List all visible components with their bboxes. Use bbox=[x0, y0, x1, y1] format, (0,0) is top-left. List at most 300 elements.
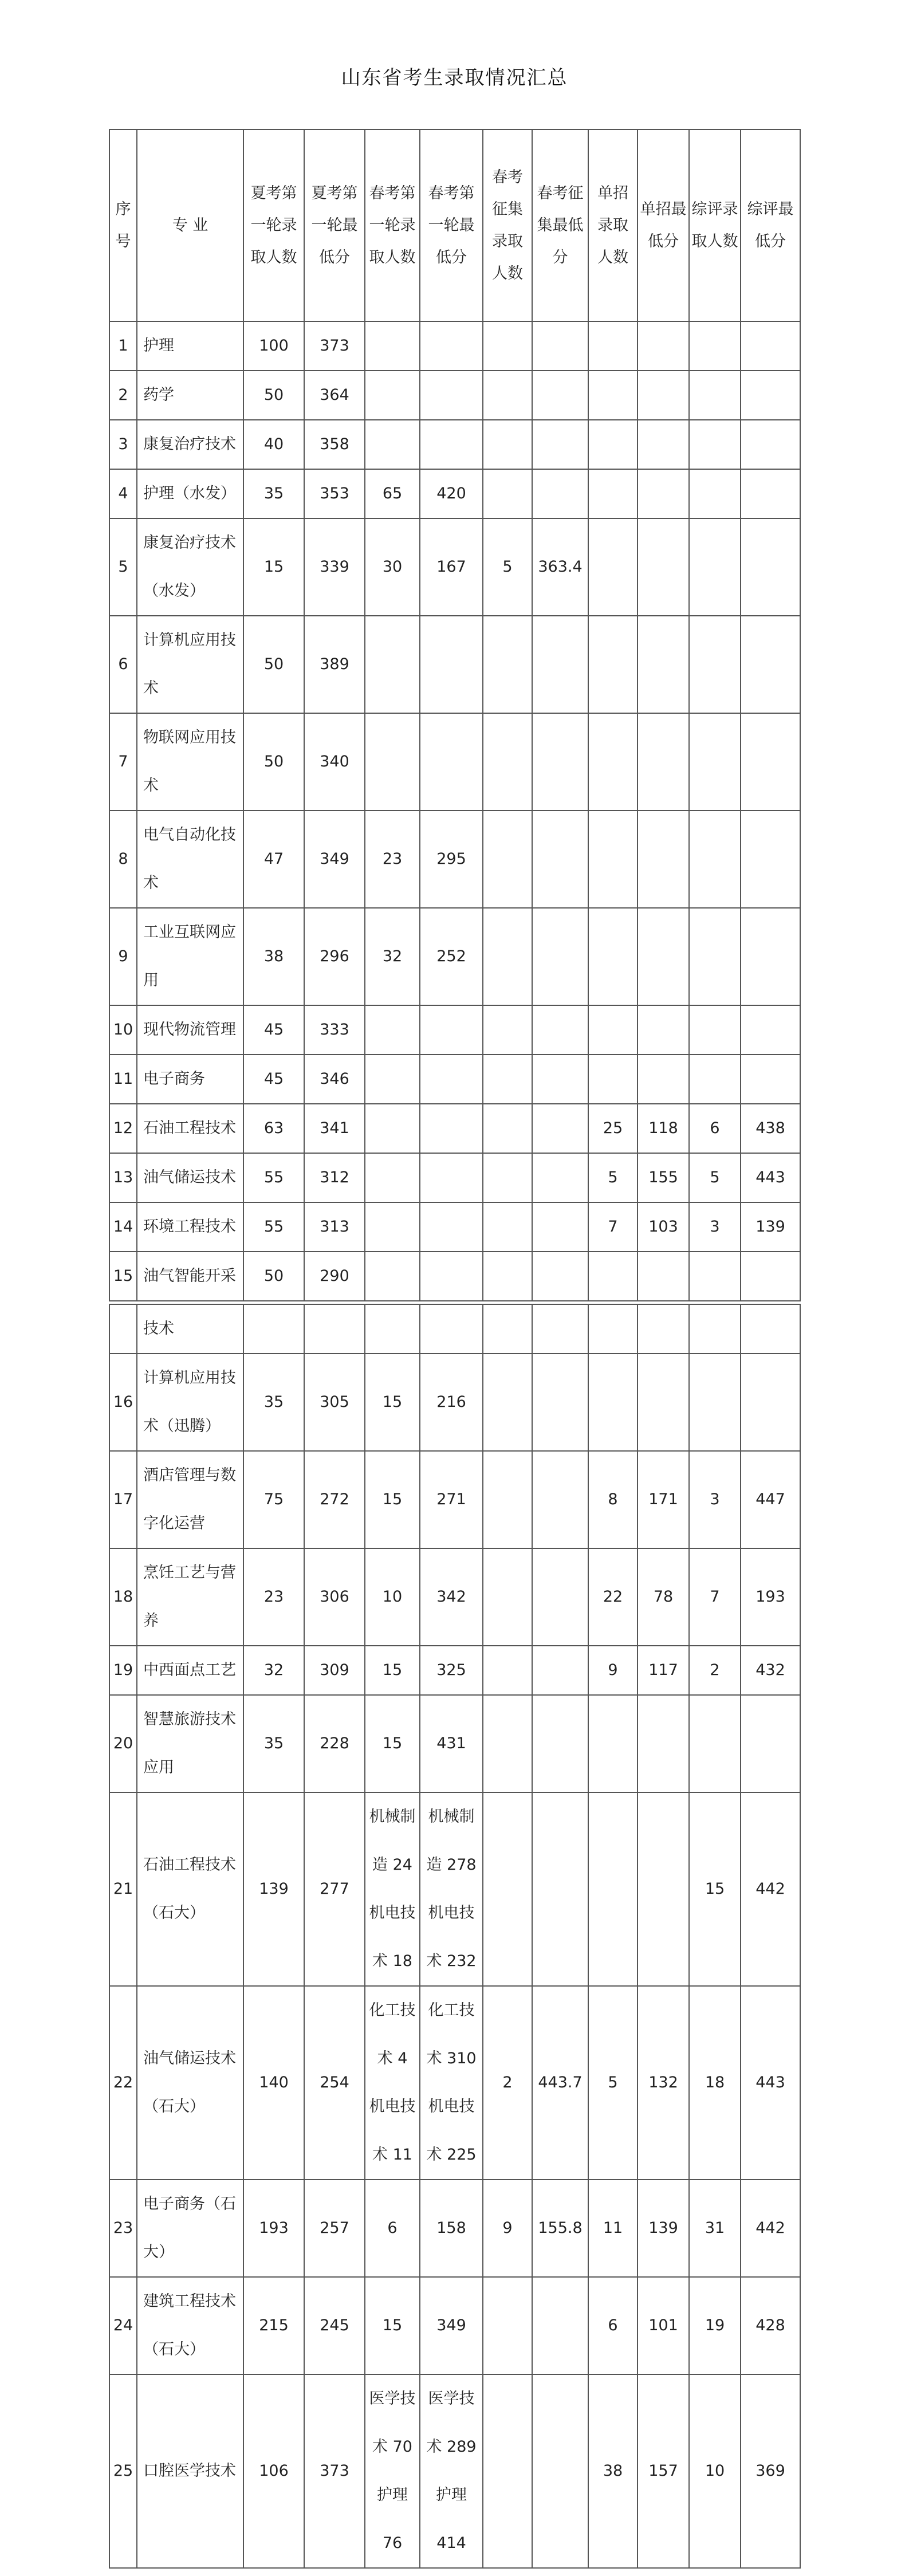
cell-spring-supp-min bbox=[532, 420, 588, 469]
cell-spring-r1-count: 机械制造 24 机电技术 18 bbox=[365, 1792, 420, 1986]
cell-spring-supp-count bbox=[483, 371, 532, 420]
cell-spring-supp-min bbox=[532, 1202, 588, 1252]
cell-summer-r1-min: 373 bbox=[304, 2374, 365, 2568]
cell-summer-r1-count: 100 bbox=[243, 321, 304, 371]
cell-comp-min bbox=[741, 371, 800, 420]
cell-comp-count bbox=[689, 616, 741, 713]
cell-single-count: 9 bbox=[588, 1646, 638, 1695]
cell-spring-supp-count bbox=[483, 1005, 532, 1055]
cell-single-count bbox=[588, 420, 638, 469]
cell-spring-r1-count bbox=[365, 713, 420, 811]
cell-summer-r1-min: 254 bbox=[304, 1986, 365, 2180]
cell-spring-supp-min bbox=[532, 616, 588, 713]
cell-spring-supp-count bbox=[483, 1304, 532, 1354]
cell-comp-min: 438 bbox=[741, 1104, 800, 1153]
cell-summer-r1-min: 296 bbox=[304, 908, 365, 1005]
cell-single-min bbox=[638, 908, 689, 1005]
cell-spring-supp-count bbox=[483, 2374, 532, 2568]
header-spring-r1-count: 春考第一轮录取人数 bbox=[365, 129, 420, 321]
header-comp-min: 综评最低分 bbox=[741, 129, 800, 321]
cell-seq: 7 bbox=[109, 713, 137, 811]
cell-single-count: 38 bbox=[588, 2374, 638, 2568]
cell-summer-r1-count: 45 bbox=[243, 1005, 304, 1055]
cell-comp-min bbox=[741, 518, 800, 616]
cell-comp-count bbox=[689, 908, 741, 1005]
cell-major: 油气储运技术 bbox=[137, 1153, 243, 1202]
cell-summer-r1-min: 312 bbox=[304, 1153, 365, 1202]
cell-comp-min bbox=[741, 908, 800, 1005]
cell-spring-r1-min bbox=[420, 1252, 483, 1301]
cell-single-min bbox=[638, 616, 689, 713]
cell-major: 康复治疗技术 bbox=[137, 420, 243, 469]
table-row bbox=[109, 1202, 800, 1252]
cell-comp-count: 5 bbox=[689, 1153, 741, 1202]
cell-seq: 20 bbox=[109, 1695, 137, 1792]
cell-spring-r1-min bbox=[420, 321, 483, 371]
cell-spring-r1-count: 23 bbox=[365, 811, 420, 908]
cell-single-count bbox=[588, 1792, 638, 1986]
cell-seq: 10 bbox=[109, 1005, 137, 1055]
cell-spring-supp-min: 363.4 bbox=[532, 518, 588, 616]
cell-seq: 8 bbox=[109, 811, 137, 908]
cell-summer-r1-min: 373 bbox=[304, 321, 365, 371]
cell-spring-supp-min bbox=[532, 321, 588, 371]
table-row bbox=[109, 1695, 800, 1792]
admission-table bbox=[109, 129, 801, 2569]
cell-summer-r1-count: 139 bbox=[243, 1792, 304, 1986]
cell-spring-r1-min bbox=[420, 616, 483, 713]
cell-spring-supp-count bbox=[483, 811, 532, 908]
cell-single-count: 6 bbox=[588, 2277, 638, 2374]
cell-single-min bbox=[638, 1695, 689, 1792]
cell-summer-r1-count: 45 bbox=[243, 1055, 304, 1104]
table-row bbox=[109, 1451, 800, 1548]
cell-seq: 21 bbox=[109, 1792, 137, 1986]
cell-seq bbox=[109, 1304, 137, 1354]
cell-comp-min: 443 bbox=[741, 1986, 800, 2180]
cell-comp-min bbox=[741, 1005, 800, 1055]
cell-single-min bbox=[638, 371, 689, 420]
cell-spring-supp-min bbox=[532, 713, 588, 811]
table-row bbox=[109, 1646, 800, 1695]
cell-summer-r1-count: 50 bbox=[243, 616, 304, 713]
cell-major: 现代物流管理 bbox=[137, 1005, 243, 1055]
cell-comp-min: 442 bbox=[741, 1792, 800, 1986]
cell-comp-min bbox=[741, 469, 800, 518]
cell-single-min: 101 bbox=[638, 2277, 689, 2374]
cell-comp-count bbox=[689, 811, 741, 908]
cell-spring-r1-min bbox=[420, 371, 483, 420]
cell-single-min: 132 bbox=[638, 1986, 689, 2180]
cell-major: 药学 bbox=[137, 371, 243, 420]
cell-spring-r1-count: 65 bbox=[365, 469, 420, 518]
cell-spring-supp-min bbox=[532, 811, 588, 908]
cell-summer-r1-count: 35 bbox=[243, 1695, 304, 1792]
header-single-min: 单招最低分 bbox=[638, 129, 689, 321]
cell-spring-supp-count: 2 bbox=[483, 1986, 532, 2180]
cell-major: 电气自动化技术 bbox=[137, 811, 243, 908]
cell-seq: 2 bbox=[109, 371, 137, 420]
cell-comp-count bbox=[689, 1304, 741, 1354]
cell-spring-r1-count: 30 bbox=[365, 518, 420, 616]
cell-comp-min bbox=[741, 1055, 800, 1104]
header-spring-supp-min: 春考征集最低分 bbox=[532, 129, 588, 321]
cell-summer-r1-count: 193 bbox=[243, 2180, 304, 2277]
cell-spring-r1-min: 化工技术 310 机电技术 225 bbox=[420, 1986, 483, 2180]
cell-seq: 14 bbox=[109, 1202, 137, 1252]
cell-spring-supp-min bbox=[532, 2277, 588, 2374]
table-row bbox=[109, 469, 800, 518]
cell-spring-supp-min bbox=[532, 1695, 588, 1792]
cell-major: 油气智能开采 bbox=[137, 1252, 243, 1301]
cell-seq: 3 bbox=[109, 420, 137, 469]
cell-spring-supp-min bbox=[532, 1354, 588, 1451]
cell-comp-count bbox=[689, 1005, 741, 1055]
cell-single-min bbox=[638, 1005, 689, 1055]
cell-spring-r1-min bbox=[420, 1104, 483, 1153]
cell-single-min: 78 bbox=[638, 1548, 689, 1646]
cell-spring-r1-min: 271 bbox=[420, 1451, 483, 1548]
cell-single-count: 22 bbox=[588, 1548, 638, 1646]
header-comp-count: 综评录取人数 bbox=[689, 129, 741, 321]
cell-summer-r1-count: 215 bbox=[243, 2277, 304, 2374]
cell-comp-count bbox=[689, 420, 741, 469]
cell-seq: 23 bbox=[109, 2180, 137, 2277]
table-row bbox=[109, 1354, 800, 1451]
cell-comp-min: 428 bbox=[741, 2277, 800, 2374]
cell-single-min bbox=[638, 811, 689, 908]
cell-single-min: 171 bbox=[638, 1451, 689, 1548]
cell-spring-supp-count bbox=[483, 321, 532, 371]
cell-spring-supp-min bbox=[532, 1104, 588, 1153]
cell-spring-r1-count: 32 bbox=[365, 908, 420, 1005]
cell-summer-r1-min: 277 bbox=[304, 1792, 365, 1986]
cell-comp-min: 432 bbox=[741, 1646, 800, 1695]
cell-summer-r1-count bbox=[243, 1304, 304, 1354]
cell-seq: 13 bbox=[109, 1153, 137, 1202]
cell-spring-supp-count bbox=[483, 1792, 532, 1986]
cell-summer-r1-count: 23 bbox=[243, 1548, 304, 1646]
cell-spring-r1-min bbox=[420, 1055, 483, 1104]
cell-comp-min bbox=[741, 321, 800, 371]
cell-single-count bbox=[588, 713, 638, 811]
cell-single-count: 5 bbox=[588, 1153, 638, 1202]
cell-major: 电子商务（石大） bbox=[137, 2180, 243, 2277]
cell-comp-count bbox=[689, 1055, 741, 1104]
table-row bbox=[109, 1792, 800, 1986]
cell-summer-r1-count: 38 bbox=[243, 908, 304, 1005]
cell-spring-supp-count bbox=[483, 1202, 532, 1252]
cell-single-min bbox=[638, 1354, 689, 1451]
cell-summer-r1-min: 228 bbox=[304, 1695, 365, 1792]
cell-single-count bbox=[588, 469, 638, 518]
cell-spring-r1-count: 15 bbox=[365, 1695, 420, 1792]
cell-summer-r1-min: 245 bbox=[304, 2277, 365, 2374]
cell-summer-r1-count: 35 bbox=[243, 469, 304, 518]
cell-comp-count bbox=[689, 1695, 741, 1792]
cell-spring-r1-min: 420 bbox=[420, 469, 483, 518]
cell-single-min bbox=[638, 1304, 689, 1354]
cell-spring-supp-count: 5 bbox=[483, 518, 532, 616]
cell-single-min: 139 bbox=[638, 2180, 689, 2277]
cell-comp-min: 443 bbox=[741, 1153, 800, 1202]
cell-spring-supp-count bbox=[483, 2277, 532, 2374]
cell-spring-r1-count bbox=[365, 1153, 420, 1202]
cell-spring-supp-min bbox=[532, 1451, 588, 1548]
cell-summer-r1-count: 50 bbox=[243, 1252, 304, 1301]
cell-summer-r1-count: 55 bbox=[243, 1202, 304, 1252]
cell-major: 石油工程技术 bbox=[137, 1104, 243, 1153]
cell-summer-r1-count: 63 bbox=[243, 1104, 304, 1153]
header-row bbox=[109, 129, 800, 321]
cell-comp-count: 3 bbox=[689, 1451, 741, 1548]
table-row bbox=[109, 518, 800, 616]
cell-major: 技术 bbox=[137, 1304, 243, 1354]
cell-single-count bbox=[588, 321, 638, 371]
cell-spring-r1-min: 342 bbox=[420, 1548, 483, 1646]
cell-comp-min bbox=[741, 811, 800, 908]
table-row bbox=[109, 1986, 800, 2180]
cell-spring-supp-min bbox=[532, 1005, 588, 1055]
cell-major: 油气储运技术（石大） bbox=[137, 1986, 243, 2180]
cell-major: 建筑工程技术（石大） bbox=[137, 2277, 243, 2374]
cell-single-count: 11 bbox=[588, 2180, 638, 2277]
cell-comp-min bbox=[741, 1304, 800, 1354]
table-row bbox=[109, 371, 800, 420]
cell-comp-count bbox=[689, 1252, 741, 1301]
cell-summer-r1-min: 313 bbox=[304, 1202, 365, 1252]
cell-spring-r1-min bbox=[420, 1202, 483, 1252]
cell-spring-supp-count bbox=[483, 616, 532, 713]
cell-seq: 9 bbox=[109, 908, 137, 1005]
cell-spring-r1-min: 机械制造 278 机电技术 232 bbox=[420, 1792, 483, 1986]
cell-spring-supp-count bbox=[483, 1055, 532, 1104]
cell-comp-min bbox=[741, 713, 800, 811]
header-spring-r1-min: 春考第一轮最低分 bbox=[420, 129, 483, 321]
cell-summer-r1-min: 257 bbox=[304, 2180, 365, 2277]
cell-major: 工业互联网应用 bbox=[137, 908, 243, 1005]
header-major: 专 业 bbox=[137, 129, 243, 321]
cell-comp-count bbox=[689, 518, 741, 616]
cell-summer-r1-min: 353 bbox=[304, 469, 365, 518]
cell-single-count: 7 bbox=[588, 1202, 638, 1252]
cell-spring-r1-count bbox=[365, 1005, 420, 1055]
cell-major: 计算机应用技术（迅腾） bbox=[137, 1354, 243, 1451]
cell-comp-count bbox=[689, 1354, 741, 1451]
cell-single-min: 155 bbox=[638, 1153, 689, 1202]
cell-seq: 5 bbox=[109, 518, 137, 616]
cell-spring-r1-count bbox=[365, 1202, 420, 1252]
cell-spring-supp-min bbox=[532, 1548, 588, 1646]
cell-single-count bbox=[588, 811, 638, 908]
cell-summer-r1-count: 50 bbox=[243, 713, 304, 811]
cell-summer-r1-min: 346 bbox=[304, 1055, 365, 1104]
table-row bbox=[109, 1104, 800, 1153]
cell-spring-r1-min: 167 bbox=[420, 518, 483, 616]
cell-spring-supp-min bbox=[532, 371, 588, 420]
cell-comp-min bbox=[741, 1354, 800, 1451]
cell-spring-r1-count: 6 bbox=[365, 2180, 420, 2277]
header-seq: 序号 bbox=[109, 129, 137, 321]
table-row bbox=[109, 321, 800, 371]
cell-major: 智慧旅游技术应用 bbox=[137, 1695, 243, 1792]
cell-spring-r1-count bbox=[365, 371, 420, 420]
cell-single-count bbox=[588, 616, 638, 713]
cell-summer-r1-min: 333 bbox=[304, 1005, 365, 1055]
cell-comp-min bbox=[741, 616, 800, 713]
cell-single-count bbox=[588, 1055, 638, 1104]
cell-summer-r1-count: 40 bbox=[243, 420, 304, 469]
cell-summer-r1-min: 389 bbox=[304, 616, 365, 713]
table-row bbox=[109, 1005, 800, 1055]
cell-comp-count bbox=[689, 321, 741, 371]
cell-comp-count bbox=[689, 469, 741, 518]
cell-summer-r1-count: 55 bbox=[243, 1153, 304, 1202]
cell-seq: 25 bbox=[109, 2374, 137, 2568]
cell-spring-r1-count bbox=[365, 1304, 420, 1354]
cell-seq: 24 bbox=[109, 2277, 137, 2374]
cell-spring-supp-min bbox=[532, 1252, 588, 1301]
cell-comp-count: 19 bbox=[689, 2277, 741, 2374]
cell-summer-r1-min: 305 bbox=[304, 1354, 365, 1451]
cell-major: 物联网应用技术 bbox=[137, 713, 243, 811]
cell-seq: 1 bbox=[109, 321, 137, 371]
cell-comp-count bbox=[689, 713, 741, 811]
cell-spring-r1-count: 15 bbox=[365, 1451, 420, 1548]
cell-major: 中西面点工艺 bbox=[137, 1646, 243, 1695]
cell-summer-r1-count: 106 bbox=[243, 2374, 304, 2568]
table-row bbox=[109, 2374, 800, 2568]
cell-spring-r1-min: 医学技术 289 护理 414 bbox=[420, 2374, 483, 2568]
header-summer-r1-count: 夏考第一轮录取人数 bbox=[243, 129, 304, 321]
page-title: 山东省考生录取情况汇总 bbox=[341, 66, 568, 89]
cell-major: 康复治疗技术（水发） bbox=[137, 518, 243, 616]
cell-spring-r1-min bbox=[420, 713, 483, 811]
cell-spring-r1-min: 325 bbox=[420, 1646, 483, 1695]
cell-spring-supp-min bbox=[532, 1055, 588, 1104]
cell-single-count bbox=[588, 1695, 638, 1792]
cell-spring-r1-count: 化工技术 4 机电技术 11 bbox=[365, 1986, 420, 2180]
table-row bbox=[109, 1548, 800, 1646]
cell-seq: 11 bbox=[109, 1055, 137, 1104]
cell-single-min bbox=[638, 518, 689, 616]
cell-single-count bbox=[588, 1252, 638, 1301]
cell-major: 护理 bbox=[137, 321, 243, 371]
table-row bbox=[109, 616, 800, 713]
cell-spring-r1-min bbox=[420, 1153, 483, 1202]
table-row bbox=[109, 420, 800, 469]
cell-single-count: 8 bbox=[588, 1451, 638, 1548]
cell-comp-min bbox=[741, 420, 800, 469]
table-row bbox=[109, 2180, 800, 2277]
cell-seq: 18 bbox=[109, 1548, 137, 1646]
cell-summer-r1-min: 340 bbox=[304, 713, 365, 811]
cell-spring-supp-min bbox=[532, 1304, 588, 1354]
cell-single-min bbox=[638, 1055, 689, 1104]
cell-major: 计算机应用技术 bbox=[137, 616, 243, 713]
cell-spring-supp-count bbox=[483, 713, 532, 811]
cell-comp-count: 7 bbox=[689, 1548, 741, 1646]
cell-single-count bbox=[588, 518, 638, 616]
cell-spring-supp-min bbox=[532, 1646, 588, 1695]
cell-single-min: 157 bbox=[638, 2374, 689, 2568]
cell-spring-r1-count bbox=[365, 1252, 420, 1301]
cell-single-count bbox=[588, 1005, 638, 1055]
cell-comp-min: 139 bbox=[741, 1202, 800, 1252]
cell-spring-supp-count bbox=[483, 469, 532, 518]
cell-seq: 16 bbox=[109, 1354, 137, 1451]
cell-single-count: 5 bbox=[588, 1986, 638, 2180]
cell-major: 口腔医学技术 bbox=[137, 2374, 243, 2568]
cell-spring-r1-min bbox=[420, 1005, 483, 1055]
cell-spring-supp-count bbox=[483, 1695, 532, 1792]
cell-spring-supp-min bbox=[532, 1792, 588, 1986]
cell-comp-min: 447 bbox=[741, 1451, 800, 1548]
cell-spring-supp-count bbox=[483, 1354, 532, 1451]
cell-spring-supp-count bbox=[483, 908, 532, 1005]
cell-spring-supp-min: 443.7 bbox=[532, 1986, 588, 2180]
cell-seq: 22 bbox=[109, 1986, 137, 2180]
cell-seq: 6 bbox=[109, 616, 137, 713]
cell-single-count bbox=[588, 371, 638, 420]
cell-summer-r1-min: 339 bbox=[304, 518, 365, 616]
cell-summer-r1-min: 290 bbox=[304, 1252, 365, 1301]
cell-summer-r1-count: 50 bbox=[243, 371, 304, 420]
cell-summer-r1-count: 15 bbox=[243, 518, 304, 616]
cell-comp-min: 442 bbox=[741, 2180, 800, 2277]
header-single-count: 单招录取人数 bbox=[588, 129, 638, 321]
cell-single-min bbox=[638, 713, 689, 811]
cell-spring-supp-count bbox=[483, 420, 532, 469]
cell-seq: 12 bbox=[109, 1104, 137, 1153]
cell-seq: 4 bbox=[109, 469, 137, 518]
cell-major: 环境工程技术 bbox=[137, 1202, 243, 1252]
header-spring-supp-count: 春考征集录取人数 bbox=[483, 129, 532, 321]
cell-comp-min: 369 bbox=[741, 2374, 800, 2568]
cell-spring-r1-min: 216 bbox=[420, 1354, 483, 1451]
cell-comp-count: 15 bbox=[689, 1792, 741, 1986]
cell-major: 酒店管理与数字化运营 bbox=[137, 1451, 243, 1548]
cell-spring-supp-min: 155.8 bbox=[532, 2180, 588, 2277]
cell-spring-r1-count bbox=[365, 321, 420, 371]
cell-spring-supp-min bbox=[532, 1153, 588, 1202]
cell-spring-r1-count: 医学技术 70 护理 76 bbox=[365, 2374, 420, 2568]
cell-summer-r1-min: 358 bbox=[304, 420, 365, 469]
cell-spring-r1-count: 15 bbox=[365, 2277, 420, 2374]
cell-summer-r1-min bbox=[304, 1304, 365, 1354]
cell-comp-count: 2 bbox=[689, 1646, 741, 1695]
cell-comp-min: 193 bbox=[741, 1548, 800, 1646]
cell-seq: 19 bbox=[109, 1646, 137, 1695]
cell-spring-r1-count bbox=[365, 420, 420, 469]
cell-spring-supp-count bbox=[483, 1548, 532, 1646]
cell-comp-count bbox=[689, 371, 741, 420]
cell-summer-r1-count: 47 bbox=[243, 811, 304, 908]
cell-major: 烹饪工艺与营养 bbox=[137, 1548, 243, 1646]
cell-spring-r1-count bbox=[365, 616, 420, 713]
cell-spring-r1-min bbox=[420, 420, 483, 469]
cell-spring-r1-count: 15 bbox=[365, 1646, 420, 1695]
cell-major: 护理（水发） bbox=[137, 469, 243, 518]
cell-comp-count: 18 bbox=[689, 1986, 741, 2180]
cell-summer-r1-count: 35 bbox=[243, 1354, 304, 1451]
cell-comp-count: 3 bbox=[689, 1202, 741, 1252]
cell-spring-r1-min bbox=[420, 1304, 483, 1354]
table-row bbox=[109, 1252, 800, 1301]
table-row bbox=[109, 811, 800, 908]
cell-comp-min bbox=[741, 1252, 800, 1301]
cell-spring-r1-count: 10 bbox=[365, 1548, 420, 1646]
